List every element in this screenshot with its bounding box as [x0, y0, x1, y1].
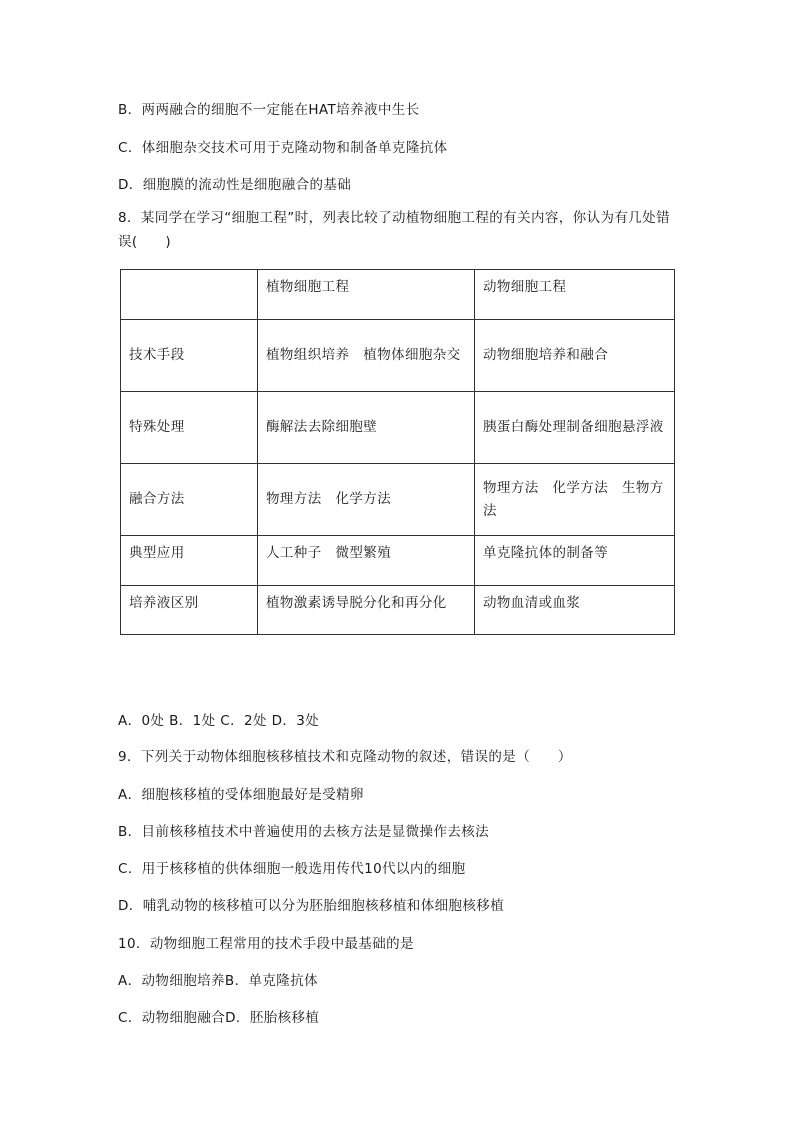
table-cell: 物理方法 化学方法	[258, 464, 475, 536]
q8-options: A．0处 B．1处 C．2处 D．3处	[118, 713, 320, 729]
q9-stem: 9．下列关于动物体细胞核移植技术和克隆动物的叙述，错误的是（ ）	[118, 749, 572, 765]
q10-options-ab: A．动物细胞培养B．单克隆抗体	[118, 973, 318, 989]
table-cell: 植物组织培养 植物体细胞杂交	[258, 320, 475, 392]
table-row	[121, 464, 675, 536]
q10-stem: 10．动物细胞工程常用的技术手段中最基础的是	[118, 936, 414, 952]
table-cell: 植物激素诱导脱分化和再分化	[258, 586, 475, 635]
table-row	[121, 392, 675, 464]
table-header-cell	[121, 270, 258, 320]
table-cell: 培养液区别	[121, 586, 258, 635]
table-cell: 人工种子 微型繁殖	[258, 536, 475, 586]
table-cell: 动物细胞培养和融合	[475, 320, 675, 392]
table-header-cell: 动物细胞工程	[475, 270, 675, 320]
table-cell: 酶解法去除细胞壁	[258, 392, 475, 464]
q9-option-c: C．用于核移植的供体细胞一般选用传代10代以内的细胞	[118, 861, 466, 877]
table-row	[121, 320, 675, 392]
table-cell: 特殊处理	[121, 392, 258, 464]
table-cell: 融合方法	[121, 464, 258, 536]
table-header-cell: 植物细胞工程	[258, 270, 475, 320]
table-cell: 动物血清或血浆	[475, 586, 675, 635]
table-header-row	[121, 270, 675, 320]
q7-option-c: C．体细胞杂交技术可用于克隆动物和制备单克隆抗体	[118, 140, 448, 156]
table-cell: 典型应用	[121, 536, 258, 586]
table-cell: 技术手段	[121, 320, 258, 392]
table-cell: 胰蛋白酶处理制备细胞悬浮液	[475, 392, 675, 464]
table-row	[121, 586, 675, 635]
table-cell: 单克隆抗体的制备等	[475, 536, 675, 586]
q9-option-a: A．细胞核移植的受体细胞最好是受精卵	[118, 787, 364, 803]
q7-option-b: B．两两融合的细胞不一定能在HAT培养液中生长	[118, 102, 420, 118]
q9-option-d: D．哺乳动物的核移植可以分为胚胎细胞核移植和体细胞核移植	[118, 898, 505, 914]
comparison-table	[120, 269, 675, 635]
q10-options-cd: C．动物细胞融合D．胚胎核移植	[118, 1010, 320, 1026]
table-row	[121, 536, 675, 586]
q7-option-d: D．细胞膜的流动性是细胞融合的基础	[118, 177, 352, 193]
q8-stem: 8．某同学在学习“细胞工程”时，列表比较了动植物细胞工程的有关内容，你认为有几处错误( )	[118, 210, 670, 250]
q9-option-b: B．目前核移植技术中普遍使用的去核方法是显微操作去核法	[118, 824, 490, 840]
table-cell: 物理方法 化学方法 生物方法	[475, 464, 675, 536]
